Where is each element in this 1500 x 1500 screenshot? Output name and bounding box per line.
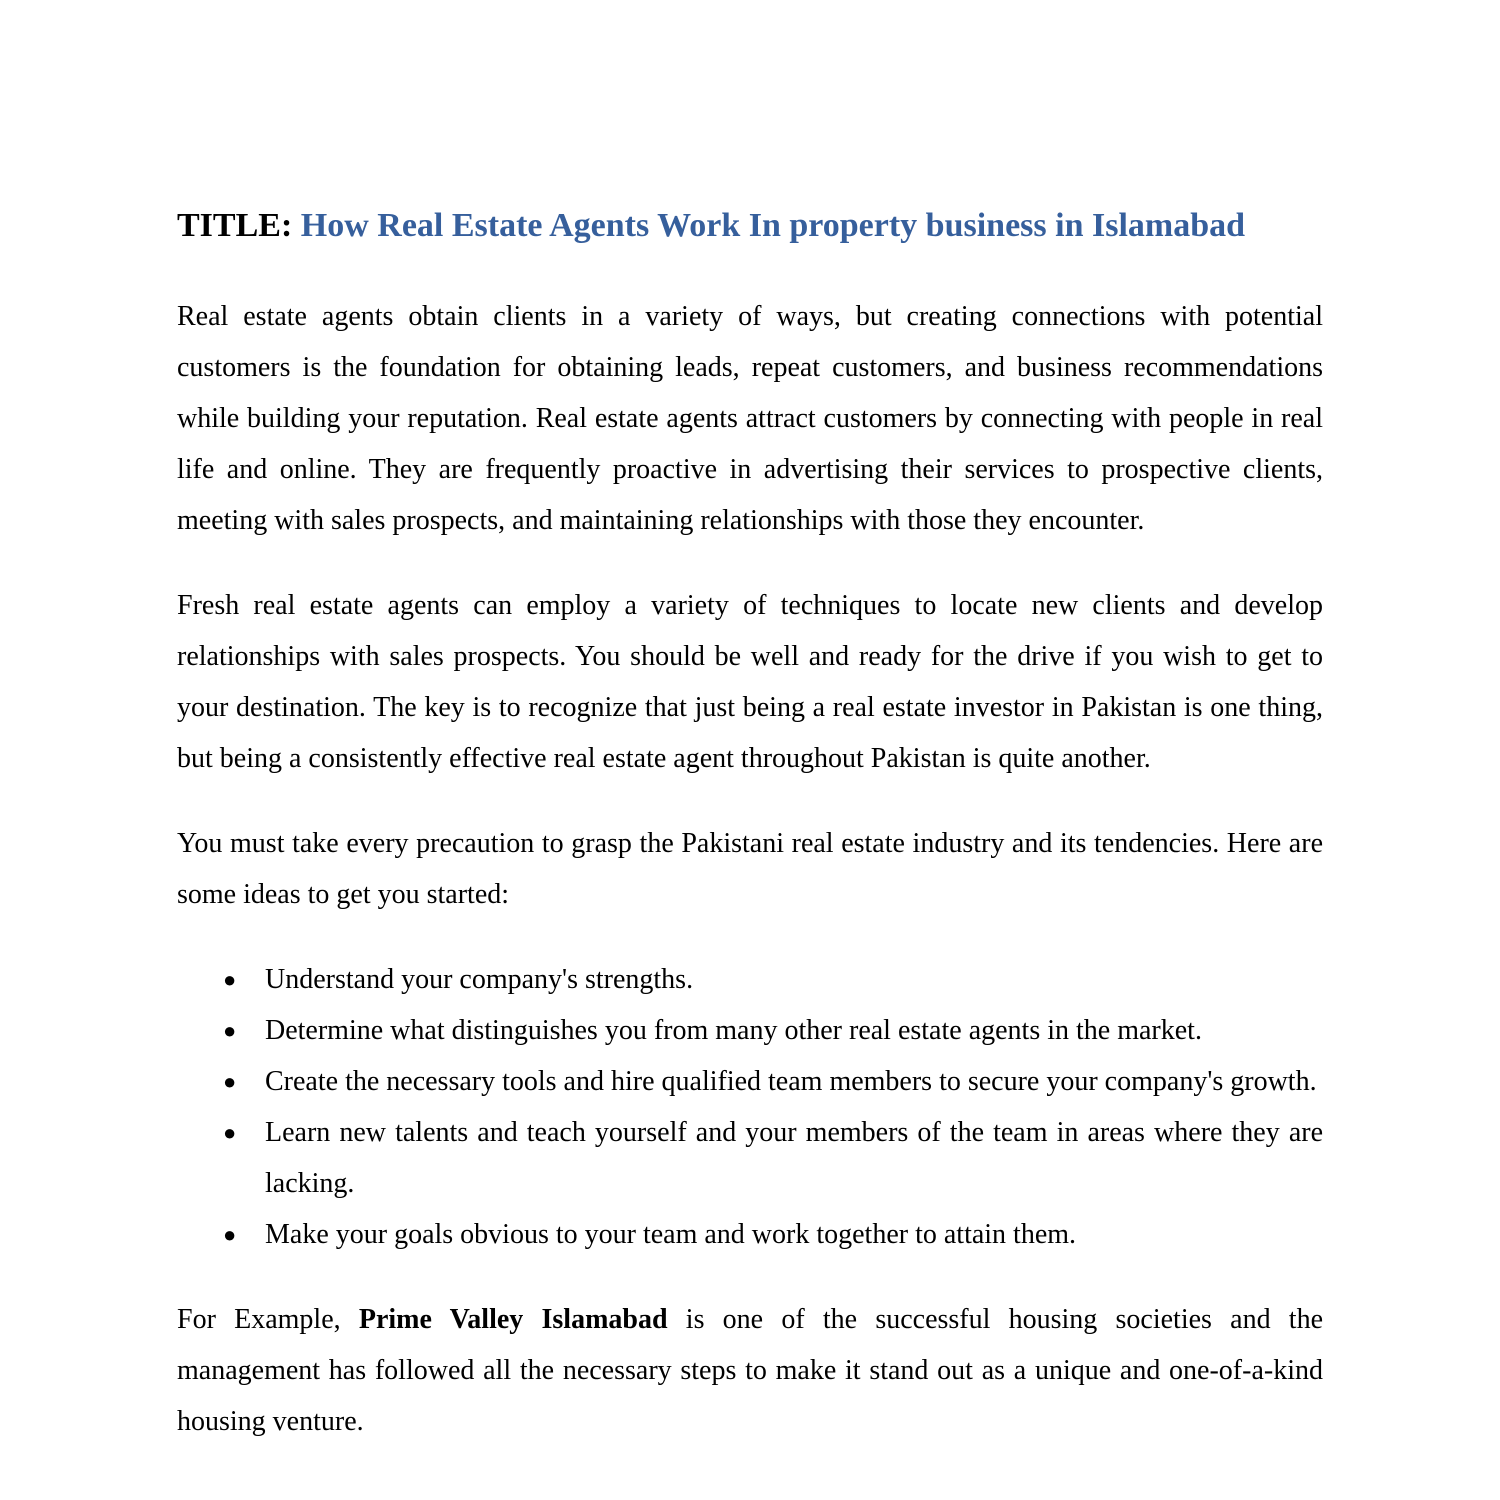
bullet-icon: ● xyxy=(223,1120,237,1145)
bullet-icon: ● xyxy=(223,1222,237,1247)
list-item xyxy=(177,1209,1323,1260)
paragraph: Real estate agents obtain clients in a variety of ways, but creating connections with potential customers is the foundation for obtaining leads, repeat customers, and business recommendations while building your reputation. Real estate agents attract customers by connecting with people in real life and online. They are frequently proactive in advertising their services to prospective clients, meeting with sales prospects, and maintaining relationships with those they encounter. xyxy=(177,301,1323,536)
closing-after: is one of the successful housing societies and the management has followed all the necessary steps to make it stand out as a unique and one-of-a-kind housing venture. xyxy=(177,1304,1324,1437)
closing-before: For Example, xyxy=(177,1304,359,1335)
paragraph: Fresh real estate agents can employ a variety of techniques to locate new clients and develop relationships with sales prospects. You should be well and ready for the drive if you wish to get to your destination. The key is to recognize that just being a real estate investor in Pakistan is one thing, but being a consistently effective real estate agent throughout Pakistan is quite another. xyxy=(177,590,1323,774)
title-prefix: TITLE: xyxy=(177,207,293,244)
list-item-text: Make your goals obvious to your team and work together to attain them. xyxy=(265,1219,1077,1250)
closing-bold: Prime Valley Islamabad xyxy=(358,1304,668,1335)
list-item xyxy=(177,1107,1323,1209)
list-item-text: Create the necessary tools and hire qualified team members to secure your company's growth. xyxy=(265,1066,1317,1097)
title-text: How Real Estate Agents Work In property business in Islamabad xyxy=(300,207,1246,244)
document-page xyxy=(177,203,1323,1481)
closing-paragraph xyxy=(177,1294,1323,1447)
list-item-text: Understand your company's strengths. xyxy=(265,964,694,995)
document-title xyxy=(177,203,1323,249)
list-item-text: Learn new talents and teach yourself and your members of the team in areas where they are lacking. xyxy=(265,1117,1323,1199)
list-item xyxy=(177,1005,1323,1056)
list-item xyxy=(177,954,1323,1005)
bullet-icon: ● xyxy=(223,1018,237,1043)
ideas-list xyxy=(177,954,1323,1260)
bullet-icon: ● xyxy=(223,967,237,992)
bullet-icon: ● xyxy=(223,1069,237,1094)
paragraph: You must take every precaution to grasp the Pakistani real estate industry and its tendencies. Here are some ideas to get you started: xyxy=(177,828,1323,910)
list-item xyxy=(177,1056,1323,1107)
list-item-text: Determine what distinguishes you from many other real estate agents in the market. xyxy=(265,1015,1202,1046)
